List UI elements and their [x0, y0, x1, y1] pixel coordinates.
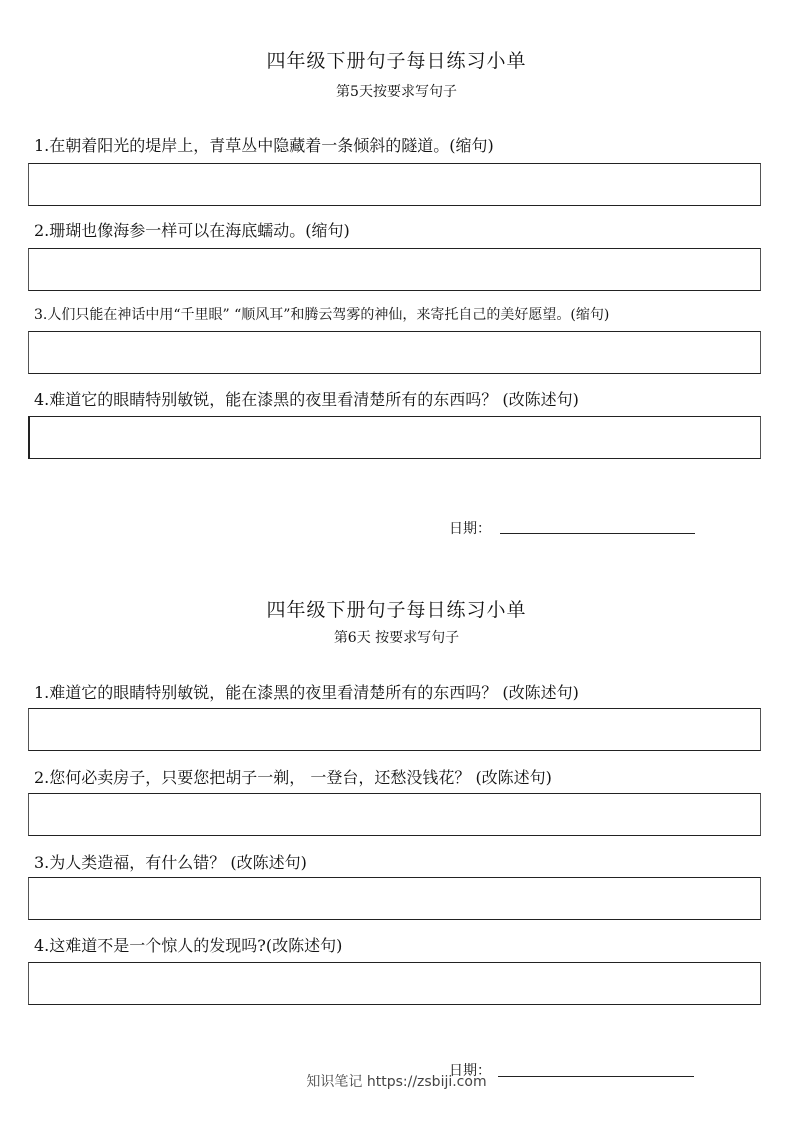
sheet2-subtitle: 第6天 按要求写句子 [333, 630, 460, 646]
sheet2-title: 四年级下册句子每日练习小单 [266, 599, 527, 621]
sheet2-date-label: 日期： [449, 1063, 491, 1079]
sheet2-question-3: 3.为人类造福，有什么错？ (改陈述句) [34, 853, 307, 872]
sheet1-question-2: 2.珊瑚也像海参一样可以在海底蠕动。(缩句) [34, 221, 350, 240]
sheet2-question-2: 2.您何必卖房子，只要您把胡子一剃， 一登台，还愁没钱花？ (改陈述句) [34, 768, 552, 787]
sheet1-date-label: 日期： [449, 521, 491, 537]
sheet1-question-1: 1.在朝着阳光的堤岸上，青草丛中隐藏着一条倾斜的隧道。(缩句) [34, 136, 494, 155]
sheet2-question-1: 1.难道它的眼睛特别敏锐，能在漆黑的夜里看清楚所有的东西吗？ (改陈述句) [34, 683, 579, 702]
sheet1-answer-box-4[interactable] [28, 416, 761, 459]
sheet1-date-line[interactable] [500, 533, 695, 534]
footer-watermark: 知识笔记 https://zsbiji.com [306, 1074, 487, 1090]
sheet1-answer-box-1[interactable] [28, 163, 761, 206]
sheet2-answer-box-1[interactable] [28, 708, 761, 751]
sheet1-question-4: 4.难道它的眼睛特别敏锐，能在漆黑的夜里看清楚所有的东西吗？ (改陈述句) [34, 390, 579, 409]
sheet1-subtitle: 第5天按要求写句子 [336, 84, 457, 100]
sheet2-answer-box-4[interactable] [28, 962, 761, 1005]
sheet2-answer-box-3[interactable] [28, 877, 761, 920]
sheet2-question-4: 4.这难道不是一个惊人的发现吗?(改陈述句) [34, 936, 343, 955]
sheet1-title: 四年级下册句子每日练习小单 [266, 50, 527, 72]
sheet1-answer-box-2[interactable] [28, 248, 761, 291]
sheet1-question-3: 3.人们只能在神话中用“千里眼” “顺风耳”和腾云驾雾的神仙，来寄托自己的美好愿望。(缩句) [34, 307, 610, 323]
sheet1-answer-box-3[interactable] [28, 331, 761, 374]
sheet2-answer-box-2[interactable] [28, 793, 761, 836]
